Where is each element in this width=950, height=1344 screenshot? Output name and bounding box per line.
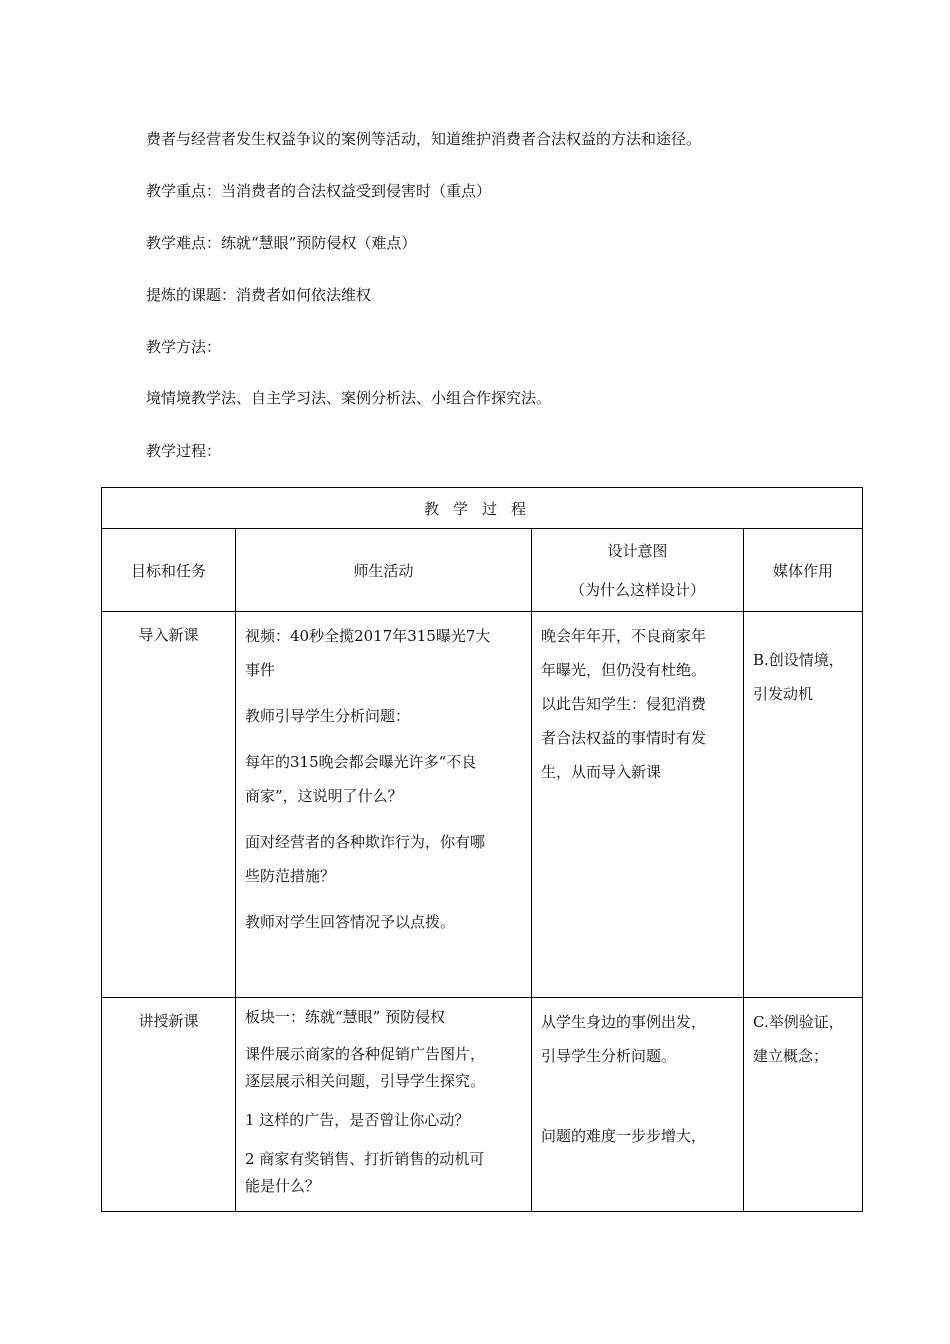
lesson-topic: 提炼的课题：消费者如何依法维权 (146, 286, 372, 304)
table-row (102, 612, 863, 998)
teaching-focus: 教学重点：当消费者的合法权益受到侵害时（重点） (146, 182, 492, 200)
activity-line: 板块一：练就“慧眼” 预防侵权 (245, 1008, 446, 1026)
row2-media (744, 998, 863, 1212)
intent-line: 者合法权益的事情时有发 (541, 729, 707, 747)
activity-line: 事件 (245, 661, 276, 679)
teaching-process-table (101, 487, 863, 1212)
header-intent (532, 529, 744, 612)
intent-line: 引导学生分析问题。 (541, 1047, 677, 1065)
intent-line: 生，从而导入新课 (541, 763, 662, 781)
media-line: 引发动机 (753, 685, 814, 703)
activity-line: 能是什么？ (245, 1177, 321, 1195)
intro-paragraph-1: 费者与经营者发生权益争议的案例等活动，知道维护消费者合法权益的方法和途径。 (146, 130, 702, 148)
intent-line: 年曝光，但仍没有杜绝。 (541, 661, 707, 679)
activity-line: 2 商家有奖销售、打折销售的动机可 (245, 1150, 485, 1168)
activity-line: 教师引导学生分析问题： (245, 707, 411, 725)
activity-line: 1 这样的广告，是否曾让你心动？ (245, 1111, 470, 1129)
row1-activity (236, 612, 532, 998)
header-intent-line1: 设计意图 (607, 542, 668, 560)
media-line: B.创设情境， (753, 651, 844, 669)
intent-line: 晚会年年开，不良商家年 (541, 627, 707, 645)
activity-line: 些防范措施？ (245, 867, 336, 885)
row2-activity (236, 998, 532, 1212)
activity-line: 课件展示商家的各种促销广告图片， (245, 1045, 486, 1063)
activity-line: 视频：40秒全揽2017年315曝光7大 (245, 627, 491, 645)
intent-line: 从学生身边的事例出发， (541, 1013, 707, 1031)
teaching-method-list: 境情境教学法、自主学习法、案例分析法、小组合作探究法。 (146, 389, 552, 407)
header-goal: 目标和任务 (102, 529, 236, 612)
activity-line: 面对经营者的各种欺诈行为，你有哪 (245, 833, 486, 851)
row1-intent (532, 612, 744, 998)
table-header-row (102, 529, 863, 612)
media-line: 建立概念； (753, 1047, 829, 1065)
intent-line: 以此告知学生：侵犯消费 (541, 695, 707, 713)
header-activity: 师生活动 (236, 529, 532, 612)
header-media: 媒体作用 (744, 529, 863, 612)
activity-line: 每年的315晚会都会曝光许多“不良 (245, 753, 477, 771)
row1-goal: 导入新课 (102, 612, 236, 998)
row2-goal: 讲授新课 (102, 998, 236, 1212)
teaching-process-label: 教学过程： (146, 442, 222, 460)
table-title: 教学过程 (102, 488, 863, 529)
teaching-difficulty: 教学难点：练就“慧眼”预防侵权（难点） (146, 234, 417, 252)
row1-media (744, 612, 863, 998)
header-intent-line2: （为什么这样设计） (569, 581, 705, 599)
teaching-method-label: 教学方法： (146, 338, 222, 356)
media-line: C.举例验证， (753, 1013, 844, 1031)
intent-line: 问题的难度一步步增大， (541, 1127, 707, 1145)
table-row (102, 998, 863, 1212)
row2-intent (532, 998, 744, 1212)
activity-line: 教师对学生回答情况予以点拨。 (245, 913, 456, 931)
activity-line: 逐层展示相关问题，引导学生探究。 (245, 1072, 486, 1090)
activity-line: 商家”，这说明了什么？ (245, 787, 403, 805)
